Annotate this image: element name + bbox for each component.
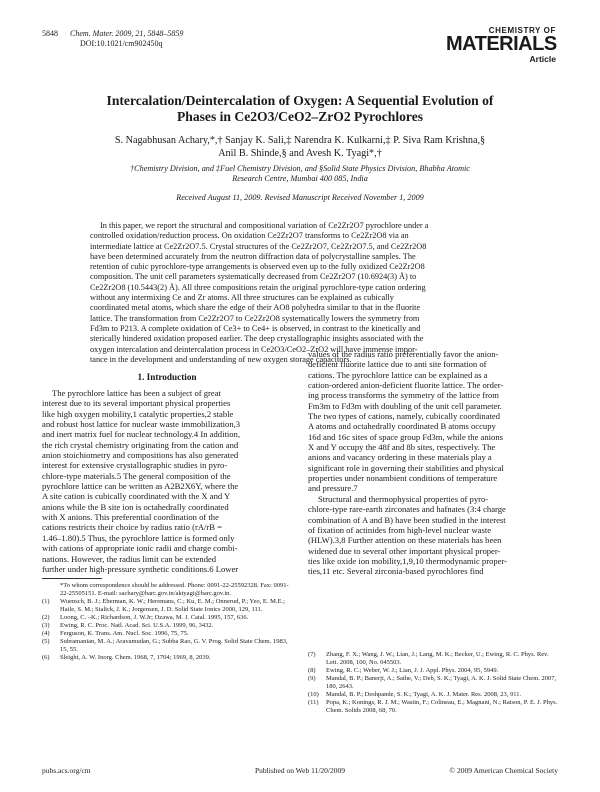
- abstract-line: composition. The unit cell parameters systematically decreased from Ce2Zr2O7 (10.6924(3) Å) to: [90, 272, 417, 282]
- body-line: (HLW).3,8 Further attention on these materials has been: [308, 535, 502, 546]
- footnotes-right: [308, 651, 558, 715]
- body-line: and pressure.7: [308, 483, 358, 494]
- footnote-text: Ewing, R. C.; Weber, W. J.; Lian, J. J. Appl. Phys. 2004, 95, 5949.: [326, 667, 499, 675]
- footnote-number: (11): [308, 699, 319, 707]
- footer-copyright: © 2009 American Chemical Society: [449, 766, 558, 775]
- body-line: ties like oxide ion mobility,1,9,10 thermodynamic proper-: [308, 555, 508, 566]
- body-line: pyrochlore lattice can be written as A2B2X6Y, where the: [42, 481, 239, 492]
- page-number: 5848: [42, 29, 58, 38]
- footnote: [308, 691, 558, 699]
- abstract-line: sterically hindered oxidation proposed earlier. The deep crystallographic insights associated with the: [90, 334, 424, 344]
- body-line: anions while the B site ion is octahedrally coordinated: [42, 501, 229, 512]
- footnote-number: (6): [42, 654, 50, 662]
- doi: DOI:10.1021/cm902450q: [80, 39, 163, 48]
- footnote-number: [42, 582, 60, 598]
- body-line: values of the radius ratio preferentially favor the anion-: [308, 349, 499, 359]
- intro-right-column: [308, 349, 558, 577]
- footnote-number: (1): [42, 598, 50, 606]
- footnote-number: (7): [308, 651, 316, 658]
- footnote: [42, 622, 292, 630]
- abstract-line: without any intermixing Ce and Zr atoms. All three structures can be explained as cubically: [90, 293, 394, 303]
- footnote-text: Zhang, F. X.; Wang, J. W.; Lian, J.; Lang, M. K.; Becker, U.; Ewing, R. C. Phys. Rev. Lett. 2008, 100, No. 045503.: [326, 651, 549, 667]
- abstract-line: lattice. The transformation from Ce2Zr2O7 to Ce2Zr2O8 systematically lowers the symmetry from: [90, 313, 420, 323]
- footnote-text: Ferguson, K. Trans. Am. Nucl. Soc. 1996, 75, 75.: [60, 630, 189, 638]
- body-line: ing process transforms the symmetry of the lattice from: [308, 390, 499, 401]
- abstract-line: Ce2Zr2O8 (10.5443(2) Å). All three compositions retain the original pyrochlore-type cation ordering: [90, 282, 426, 292]
- intro-left-column: [42, 388, 292, 574]
- body-line: A atoms and octahedrally coordinated B atoms occupy: [308, 421, 496, 432]
- footnote: [42, 614, 292, 622]
- title-line-1: Intercalation/Deintercalation of Oxygen: A Sequential Evolution of: [106, 93, 494, 108]
- logo-top-text: CHEMISTRY OF: [488, 26, 556, 35]
- journal-logo: [446, 27, 556, 64]
- footnotes-left: [42, 582, 292, 662]
- body-line: cations restricts their choice by radius ratio (rA/rB =: [42, 522, 223, 533]
- body-line: the rich crystal chemistry originating from the cation and: [42, 439, 239, 450]
- footnote: [308, 675, 558, 691]
- footnote: [308, 667, 558, 675]
- body-line: A site cation is cubically coordinated with the X and Y: [42, 491, 231, 502]
- body-line: Structural and thermophysical properties of pyro-: [318, 493, 489, 504]
- footnote: [308, 651, 558, 667]
- abstract-line: In this paper, we report the structural and compositional variation of Ce2Zr2O7 pyrochlore under a: [100, 221, 429, 230]
- footnote-text: Mandal, B. P.; Banerji, A.; Sathe, V.; Deb, S. K.; Tyagi, A. K. J. Solid State Chem. 2007, 180, 2643.: [326, 675, 557, 691]
- logo-sub-text: Article: [529, 54, 556, 64]
- section-heading: 1. Introduction: [137, 372, 197, 382]
- footnote-rule-left: [42, 578, 102, 579]
- abstract-line: retention of cubic pyrochlore-type arrangements is observed even up to the fully oxidized Ce2Zr2O8: [90, 262, 425, 272]
- footnote-text: Wuensch, B. J.; Eberman, K. W.; Heremans, C.; Ku, E. M.; Onnerud, P.; Yeo, E. M.E.; Haile, S. M.; Stalick, J. K.; Jorgensen, J. D. Solid State Ionics 2000, 129, 111.: [60, 598, 285, 614]
- footnote-text: Loong, C. –K.; Richardson, J. W.Jr; Ozawa, M. J. Catal. 1995, 157, 636.: [60, 614, 249, 622]
- body-line: deficient fluorite lattice due to anti site formation of: [308, 359, 487, 370]
- footnote-text: Sleight, A. W. Inorg. Chem. 1968, 7, 1704; 1969, 8, 2039.: [60, 654, 211, 662]
- article-title: [40, 93, 560, 125]
- authors-line-2: Anil B. Shinde,§ and Avesh K. Tyagi*,†: [218, 147, 382, 159]
- body-line: 1.46–1.80).5 Thus, the pyrochlore lattice is formed only: [42, 532, 235, 543]
- footnote-number: (3): [42, 622, 50, 630]
- footnote: [42, 582, 292, 598]
- body-line: widened due to several other important physical proper-: [308, 545, 501, 556]
- affiliation: [40, 164, 560, 184]
- abstract-line: coordinated metal atoms, which share the edge of their AO8 polyhedra similar to that in the fluorite: [90, 303, 421, 313]
- footer-url: pubs.acs.org/cm: [42, 766, 91, 775]
- authors-line-1: S. Nagabhusan Achary,*,† Sanjay K. Sali,‡ Narendra K. Kulkarni,‡ P. Siva Ram Krishna,§: [114, 135, 486, 146]
- footer-published: Published on Web 11/20/2009: [254, 766, 346, 775]
- body-line: cation-ordered anion-deficient fluorite lattice. The order-: [308, 380, 504, 391]
- body-line: combination of A and B) have been studied in the interest: [308, 514, 506, 525]
- logo-main-text: MATERIALS: [446, 33, 557, 55]
- body-line: 16d and 16c sites of space group Fd3m, while the anions: [308, 431, 503, 442]
- body-line: cations. The pyrochlore lattice can be explained as a: [308, 369, 488, 380]
- footnote: [42, 598, 292, 614]
- abstract-line: controlled oxidation/reduction process. On oxidation Ce2Zr2O7 transforms to Ce2Zr2O8 via an: [90, 231, 409, 241]
- abstract-line: tance in the development and understanding of new oxygen storage capacitors.: [90, 354, 352, 364]
- footnote-number: (2): [42, 614, 50, 622]
- body-line: anions and vacancy ordering in these materials play a: [308, 452, 492, 463]
- body-line: ties,11 etc. Several zirconia-based pyrochlores find: [308, 566, 484, 577]
- abstract-line: have been determined accurately from the neutron diffraction data of polycrystalline samples. The: [90, 251, 416, 261]
- body-line: chlore-type rare-earth zirconates and hafnates (3:4 charge: [308, 504, 506, 515]
- abstract: [90, 221, 514, 365]
- footnote-text: Popa, K.; Konings, R. J. M.; Wastin, F.; Colineau, E.; Magnani, N.; Raison, P. E. J. Phys. Chem. Solids 2008, 68, 70.: [326, 699, 558, 715]
- footnote: [42, 654, 292, 662]
- body-line: with X anions. This preferential coordination of the: [42, 512, 219, 523]
- body-line: further under high-pressure synthetic conditions.6 Lower: [42, 563, 239, 574]
- body-line: of fixation of actinides from high-level nuclear waste: [308, 524, 492, 535]
- abstract-line: intermediate lattice at Ce2Zr2O7.5. Crystal structures of the Ce2Zr2O7, Ce2Zr2O7.5, and Ce2Zr2O8: [90, 241, 427, 251]
- title-line-2: Phases in Ce2O3/CeO2–ZrO2 Pyrochlores: [176, 109, 424, 124]
- footnote-text: Subramanian, M. A.; Aravamudan, G.; Subba Rao, G. V. Prog. Solid State Chem. 1983, 15, 55.: [60, 638, 288, 654]
- running-header: [42, 29, 183, 39]
- body-line: with cations of appropriate ionic radii and charge combi-: [42, 543, 238, 554]
- footnote-text: Ewing, R. C. Proc. Natl. Acad. Sci. U.S.A. 1999, 96, 3432.: [60, 622, 214, 630]
- footnote-number: (5): [42, 638, 50, 646]
- body-line: chlore-type materials.5 The general composition of the: [42, 470, 231, 481]
- body-line: interest due to its several important physical properties: [42, 398, 231, 409]
- body-line: anion stoichiometry and compositions has also generated: [42, 450, 239, 461]
- abstract-line: oxygen intercalation and deintercalation process in Ce2O3/CeO2–ZrO2 will have immense impor-: [90, 344, 418, 354]
- body-line: and robust host lattice for nuclear waste immobilization,3: [42, 419, 241, 430]
- body-line: properties under nonambient conditions of temperature: [308, 473, 498, 484]
- footnote-number: (9): [308, 675, 316, 683]
- body-line: Fm3m to Fd3m with doubling of the unit cell parameter.: [308, 400, 502, 411]
- footnote: [42, 638, 292, 654]
- abstract-line: Fd3m to P213. A complete oxidation of Ce3+ to Ce4+ is observed, in contrast to the kinetically and: [90, 323, 421, 333]
- footnote-number: (4): [42, 630, 50, 638]
- body-line: nations. However, the radius limit can be extended: [42, 553, 217, 564]
- footnote: [42, 630, 292, 638]
- authors: [40, 135, 560, 160]
- body-line: The two types of cations, namely, cubically coordinated: [308, 411, 501, 422]
- body-line: X and Y occupy the 48f and 8b sites, respectively. The: [308, 442, 496, 453]
- body-line: like high oxygen mobility,1 catalytic properties,2 stable: [42, 408, 234, 419]
- footnote: [308, 699, 558, 715]
- body-line: significant role in governing their stabilities and physical: [308, 462, 504, 473]
- body-line: and inert matrix fuel for nuclear technology.4 In addition,: [42, 429, 240, 440]
- affiliation-line-1: †Chemistry Division, and ‡Fuel Chemistry Division, and §Solid State Physics Division, Bhabha Atomic: [130, 164, 470, 173]
- body-line: The pyrochlore lattice has been a subject of great: [52, 388, 221, 398]
- footnote-number: (10): [308, 691, 319, 699]
- body-line: interest for extensive crystallographic studies in pyro-: [42, 460, 228, 471]
- received-dates: Received August 11, 2009. Revised Manuscript Received November 1, 2009: [176, 193, 424, 202]
- footnote-text: Mandal, B. P.; Deshpande, S. K.; Tyagi, A. K. J. Mater. Res. 2008, 23, 911.: [326, 691, 522, 699]
- footnote-number: (8): [308, 667, 316, 675]
- footnote-text: *To whom correspondence should be addressed. Phone: 0091-22-25592328. Fax: 0091-22-25505151. E-mail: sachary@barc.gov.in/aktyagi@barc.gov.in.: [60, 582, 289, 598]
- journal-citation: Chem. Mater. 2009, 21, 5848–5859: [70, 29, 184, 38]
- affiliation-line-2: Research Centre, Mumbai 400 085, India: [232, 174, 368, 183]
